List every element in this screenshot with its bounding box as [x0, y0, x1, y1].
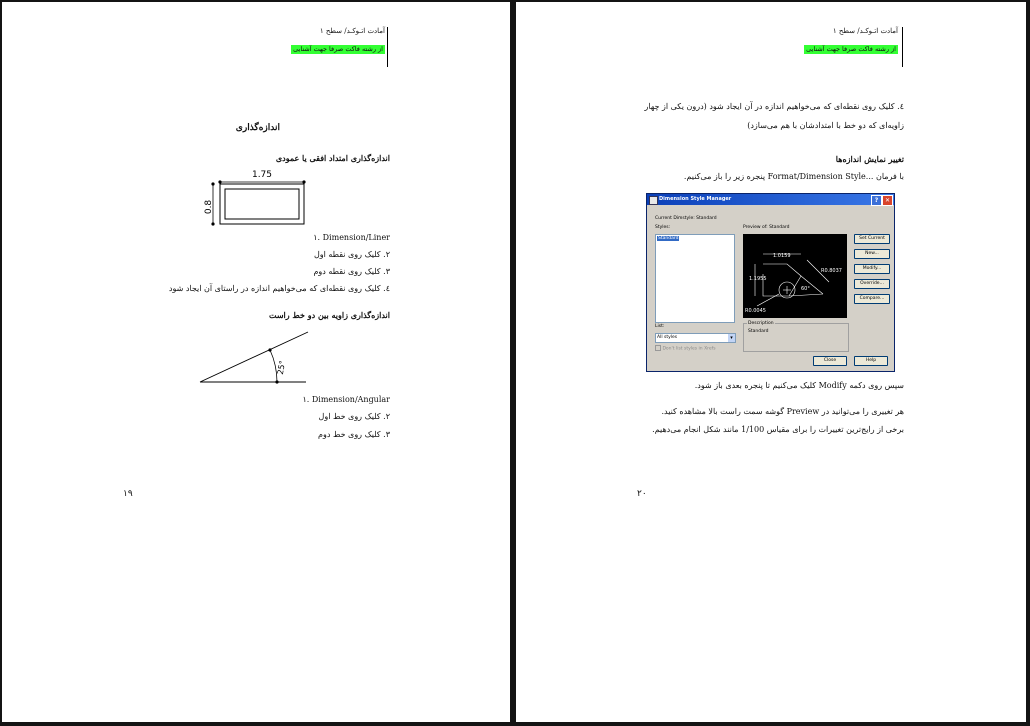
checkbox-icon[interactable] — [655, 345, 661, 351]
header-title: آمادت اتـوكـد/ سطح ١ — [319, 27, 385, 35]
xref-checkbox[interactable] — [655, 345, 716, 352]
list-item: ٣. کلیک روی خط دوم — [318, 430, 390, 439]
left-page — [2, 2, 510, 722]
list-select-value: All styles — [657, 335, 678, 340]
preview-dim: 1.0159 — [773, 253, 791, 259]
section-heading: اندازه‌گذاری — [235, 123, 280, 133]
subsection-title: اندازه‌گذاری امتداد افقی یا عمودی — [275, 153, 390, 163]
paragraph-line: سپس روی دکمه Modify کلیک می‌کنیم تا پنجره بعدی باز شود. — [694, 381, 904, 390]
header — [798, 27, 898, 55]
new-button[interactable]: New... — [854, 249, 890, 259]
header — [285, 27, 385, 55]
paragraph-line: هر تغییری را می‌توانید در Preview گوشه سمت راست بالا مشاهده کنید. — [661, 407, 904, 416]
preview-dim: 60° — [801, 286, 810, 292]
section-title: تغییر نمایش اندازه‌ها — [835, 154, 904, 164]
help-button[interactable]: Help — [854, 356, 888, 366]
angle-label: 25° — [275, 359, 288, 376]
header-title: آمادت اتـوكـد/ سطح ١ — [832, 27, 898, 35]
width-label: 1.75 — [251, 170, 273, 180]
styles-label: Styles: — [655, 225, 671, 230]
linear-dimension-figure — [200, 166, 312, 230]
dialog-title: Dimension Style Manager — [659, 196, 732, 202]
list-item: ٤. کلیک روی نقطه‌ای که می‌خواهیم اندازه در راستای آن ایجاد شود — [168, 284, 390, 293]
page-number: ١٩ — [123, 489, 133, 499]
list-item: ٣. کلیک روی نقطه دوم — [313, 267, 390, 276]
preview-drawing — [743, 234, 847, 318]
preview-label: Preview of: Standard — [743, 225, 790, 230]
list-label: List: — [655, 324, 665, 329]
paragraph-line: ٤. کلیک روی نقطه‌ای که می‌خواهیم اندازه در آن ایجاد شود (درون یکی از چهار — [644, 102, 904, 111]
paragraph-line: زاویه‌ای که دو خط با امتدادشان با هم می‌سازد) — [747, 121, 904, 130]
compare-button[interactable]: Compare... — [854, 294, 890, 304]
chevron-down-icon[interactable]: ▾ — [728, 334, 735, 342]
right-page — [516, 2, 1026, 722]
angular-dimension-figure — [198, 328, 312, 386]
section-intro: با فرمان ...Format/Dimension Style پنجره زیر را باز می‌کنیم. — [683, 172, 904, 181]
list-item: Dimension/Angular .١ — [302, 395, 390, 404]
list-item: ٢. کلیک روی خط اول — [318, 412, 390, 421]
header-highlight: از رشته فاکت صرفا جهت آشنایی — [806, 45, 896, 53]
description-label: Description — [748, 321, 774, 326]
header-rule — [387, 27, 388, 67]
subsection-title: اندازه‌گذاری زاویه بین دو خط راست — [268, 310, 390, 320]
preview-pane — [743, 234, 847, 318]
help-icon[interactable]: ? — [871, 195, 882, 206]
paragraph-line: برخی از رایج‌ترین تغییرات را برای مقیاس 1/100 مانند شکل انجام می‌دهیم. — [652, 425, 904, 434]
preview-dim: R0.0045 — [745, 308, 766, 314]
current-style-label: Current Dimstyle: Standard — [655, 216, 717, 221]
preview-dim: R0.8037 — [821, 268, 842, 274]
list-select[interactable] — [655, 333, 736, 343]
dimension-style-dialog — [646, 193, 895, 372]
set-current-button[interactable]: Set Current — [854, 234, 890, 244]
dialog-titlebar — [647, 194, 894, 205]
description-group — [743, 323, 849, 352]
preview-dim: 1.1955 — [749, 276, 767, 282]
styles-list[interactable] — [655, 234, 735, 323]
close-button[interactable]: Close — [813, 356, 847, 366]
close-icon[interactable]: ✕ — [882, 195, 893, 206]
override-button[interactable]: Override... — [854, 279, 890, 289]
height-label: 0.8 — [204, 199, 214, 215]
list-item: Dimension/Liner .١ — [313, 233, 390, 242]
app-icon — [649, 196, 658, 205]
header-rule — [902, 27, 903, 67]
styles-list-item[interactable]: Standard — [658, 236, 679, 241]
description-value: Standard — [748, 329, 769, 334]
list-item: ٢. کلیک روی نقطه اول — [313, 250, 390, 259]
modify-button[interactable]: Modify... — [854, 264, 890, 274]
page-number: ٢٠ — [637, 489, 647, 499]
header-highlight: از رشته فاکت صرفا جهت آشنایی — [293, 45, 383, 53]
xref-checkbox-label: Don't list styles in Xrefs — [662, 346, 716, 352]
